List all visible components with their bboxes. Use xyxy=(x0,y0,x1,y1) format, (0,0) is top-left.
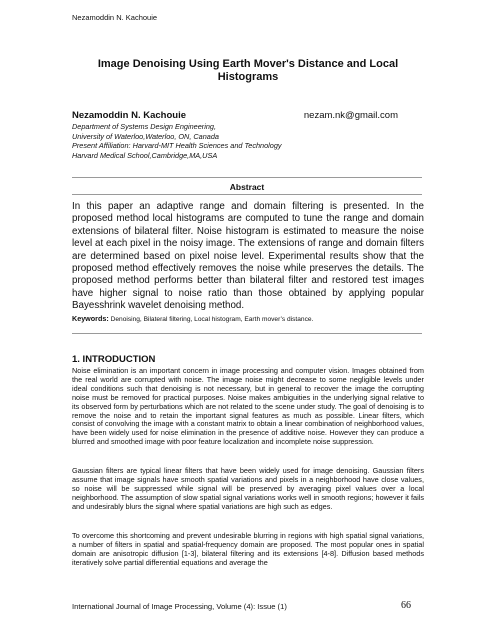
body-paragraph: Gaussian filters are typical linear filters that have been widely used for image denoising. Gaussian filters assume that image signals have smooth spatial variations and pixels in a neighborhood have close values, so noise will be suppressed while signal will be preserved by averaging pixel values over a local neighborhood. The assumption of slow spatial signal variations works well in smooth regions; however it fails and undesirably blurs the signal where spatial variations are high such as edges. xyxy=(72,466,424,511)
affiliation-line: Harvard Medical School,Cambridge,MA,USA xyxy=(72,150,218,160)
running-head: Nezamoddin N. Kachouie xyxy=(72,13,158,22)
affiliation-line: Department of Systems Design Engineering, xyxy=(72,122,216,131)
body-paragraph: Noise elimination is an important concern in image processing and computer vision. Images obtained from the real world are corrupted with noise. The image noise might decrease to some negligible levels under ideal conditions such that denoising is not necessary, but in general to recover the image the corrupting noise must be removed for practical purposes. Noise makes ambiguities in the underlying signal relative to its observed form by perturbations which are not related to the scene under study. The goal of denoising is to remove the noise and to retain the important signal features as much as possible. Linear filters, which consist of convolving the image with a constant matrix to obtain a linear combination of neighborhood values, have been widely used for noise elimination in the presence of additive noise. However they can produce a blurred and smoothed image with poor feature localization and incomplete noise suppression. xyxy=(72,366,424,447)
journal-footer: International Journal of Image Processing, Volume (4): Issue (1) xyxy=(72,602,287,611)
body-paragraph: To overcome this shortcoming and prevent undesirable blurring in regions with high spatial signal variations, a number of filters in spatial and spatial-frequency domain are proposed. The most popular ones in spatial domain are anisotropic diffusion [1-3], bilateral filtering and its extensions [4-8]. Diffusion based methods iteratively solve partial differential equations and average the xyxy=(72,531,424,567)
affiliation-line: Present Affiliation: Harvard-MIT Health Sciences and Technology xyxy=(72,141,282,151)
keywords-text: Denoising, Bilateral filtering, Local histogram, Earth mover’s distance. xyxy=(110,316,314,323)
author-name: Nezamoddin N. Kachouie xyxy=(72,110,187,121)
paper-title: Image Denoising Using Earth Mover's Distance and Local Histograms xyxy=(97,58,399,83)
keywords-line xyxy=(72,314,424,323)
abstract-heading-divider xyxy=(72,194,422,195)
section-heading: 1. INTRODUCTION xyxy=(72,354,156,365)
author-email: nezam.nk@gmail.com xyxy=(303,110,398,121)
affiliation-line: University of Waterloo,Waterloo, ON, Canada xyxy=(72,131,219,141)
abstract-heading: Abstract xyxy=(229,182,265,192)
keywords-label: Keywords: xyxy=(72,314,109,323)
author-affiliations xyxy=(72,122,282,160)
page-number: 66 xyxy=(401,600,411,611)
abstract-text: In this paper an adaptive range and domain filtering is presented. In the proposed method local histograms are computed to tune the range and domain extensions of bilateral filter. Noise histogram is estimated to measure the noise level at each pixel in the noisy image. The extensions of range and domain filters are determined based on pixel noise level. Experimental results show that the proposed method effectively removes the noise while preserves the details. The proposed method performs better than bilateral filter and restored test images have higher signal to noise ratio than those obtained by applying popular Bayesshrink wavelet denoising method. xyxy=(72,201,424,312)
abstract-top-divider xyxy=(72,177,422,178)
abstract-bottom-divider xyxy=(72,333,422,334)
